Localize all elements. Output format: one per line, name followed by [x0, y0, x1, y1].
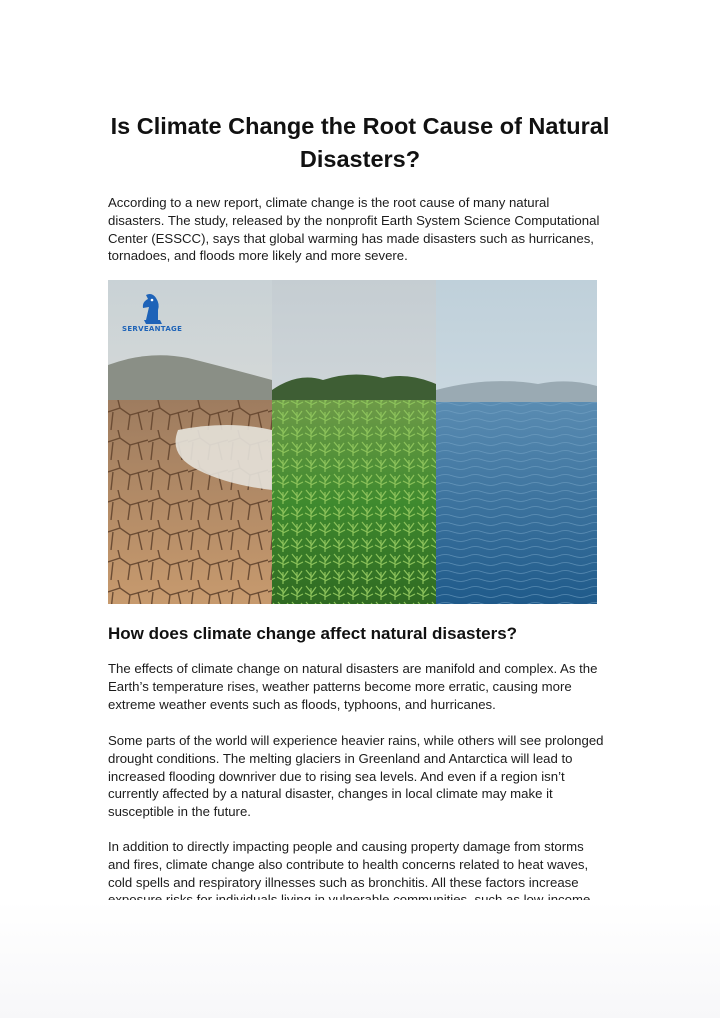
brand-logo [122, 290, 183, 333]
intro-paragraph: According to a new report, climate change is the root cause of many natural disasters. The study, released by the nonprofit Earth System Science Computational Center (ESSCC), says that global warming has made disasters such as hurricanes, tornadoes, and floods more likely and more severe. [108, 195, 600, 264]
brand-logo-text: SERVEANTAGE [122, 325, 183, 333]
body-paragraph: In addition to directly impacting people and causing property damage from storms and fires, climate change also contribute to health concerns related to heat waves, cold spells and respiratory illnesses such as bronchitis. All these factors increase [108, 839, 589, 890]
body-paragraph: The effects of climate change on natural disasters are manifold and complex. As the Earth’s temperature rises, weather patterns become more erratic, causing more extreme weather events such as floods, typhoons, and hurricanes. [108, 661, 598, 712]
chess-knight-icon [122, 290, 182, 326]
hero-image [108, 280, 597, 604]
article-title: Is Climate Change the Root Cause of Natural Disasters? [110, 113, 610, 172]
page-bottom [0, 900, 720, 1018]
section-heading: How does climate change affect natural disasters? [108, 624, 518, 643]
body-paragraph: Some parts of the world will experience heavier rains, while others will see prolonged drought conditions. The melting glaciers in Greenland and Antarctica will lead to increased flooding downriver due to rising sea levels. And even if a region isn’t currently affected by a natural disaster, changes in local climate may make it susceptible in the future. [108, 733, 604, 820]
